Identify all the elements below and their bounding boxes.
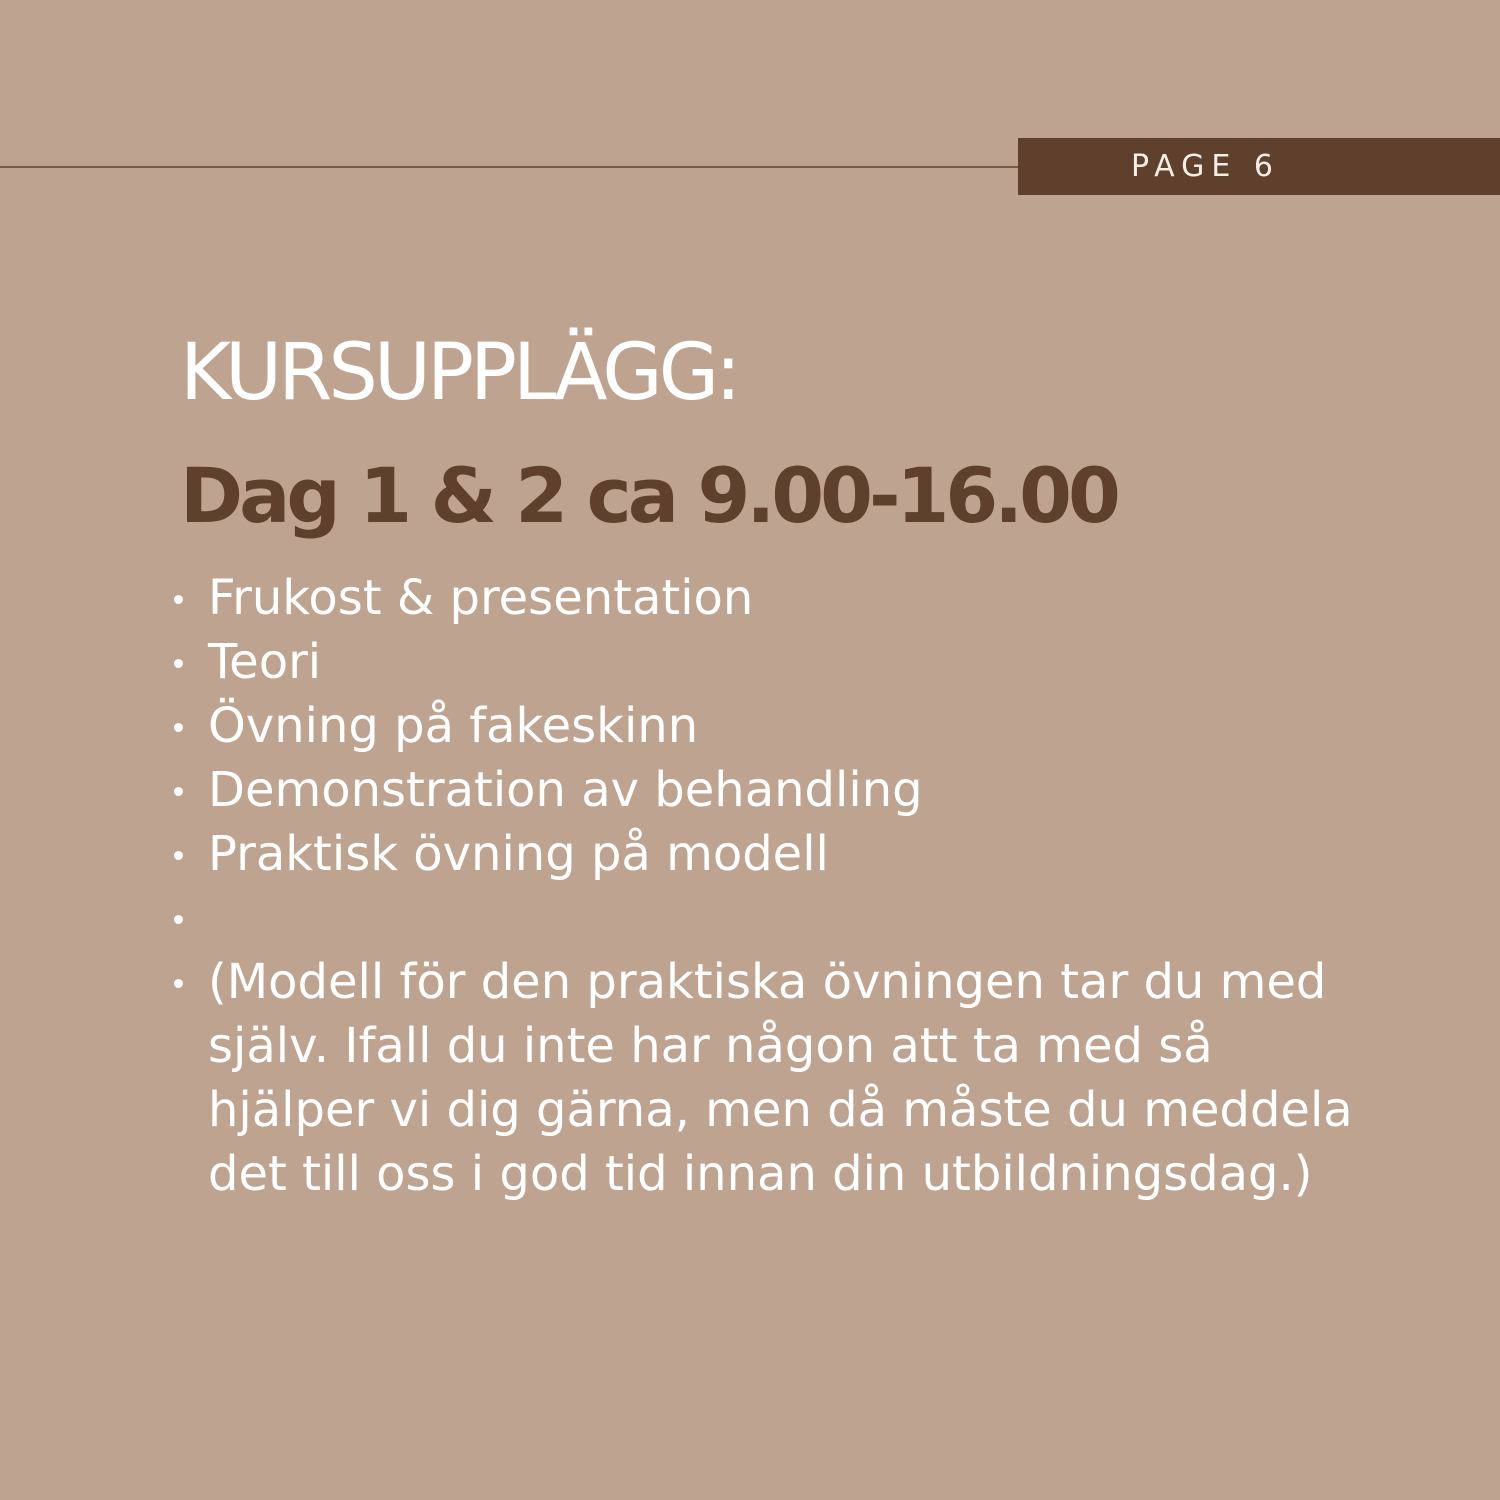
- list-item: Praktisk övning på modell: [208, 822, 1368, 886]
- list-item: Övning på fakeskinn: [208, 694, 1368, 758]
- course-agenda-list: [208, 566, 1368, 1206]
- schedule-subtitle: Dag 1 & 2 ca 9.00-16.00: [180, 451, 1117, 540]
- list-item: Teori: [208, 630, 1368, 694]
- list-item: Demonstration av behandling: [208, 758, 1368, 822]
- list-item: (Modell för den praktiska övningen tar du med själv. Ifall du inte har någon att ta med så hjälper vi dig gärna, men då måste du meddela det till oss i god tid innan din utbildningsdag.): [208, 950, 1368, 1206]
- list-item: [208, 886, 1368, 950]
- header-divider-line: [0, 166, 1018, 168]
- page-number-badge: PAGE 6: [1018, 138, 1500, 195]
- page-title: KURSUPPLÄGG:: [180, 328, 738, 418]
- list-item: Frukost & presentation: [208, 566, 1368, 630]
